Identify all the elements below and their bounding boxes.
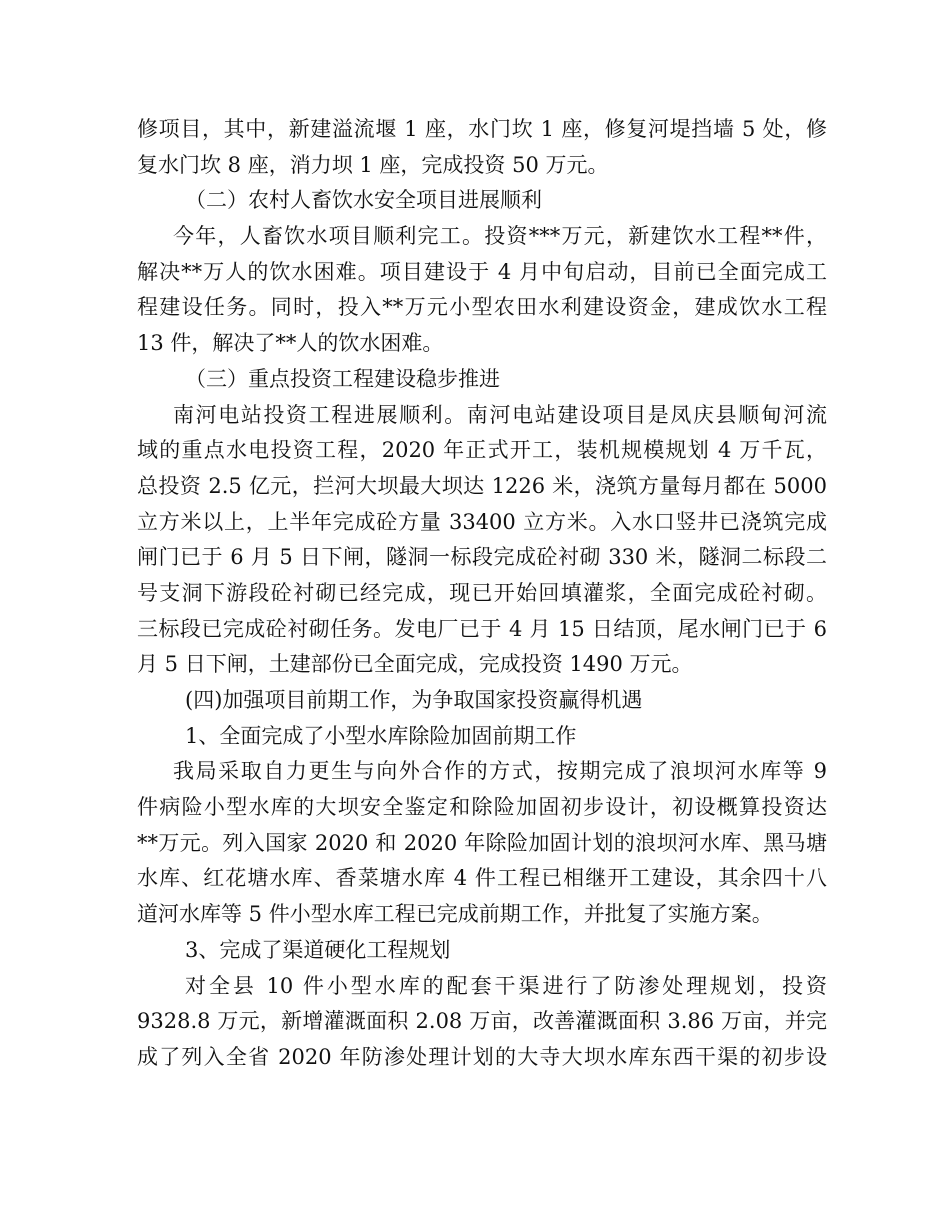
- document-body: [137, 112, 827, 1076]
- text-line: 今年，人畜饮水项目顺利完工。投资***万元，新建饮水工程**件，: [173, 224, 827, 249]
- text-line: 闸门已于 6 月 5 日下闸，隧洞一标段完成砼衬砌 330 米，隧洞二标段二: [137, 545, 827, 570]
- text-line: 月 5 日下闸，土建部份已全面完成，完成投资 1490 万元。: [137, 652, 693, 677]
- subsection-heading: 1、全面完成了小型水库除险加固前期工作: [185, 723, 577, 748]
- text-line: 道河水库等 5 件小型水库工程已完成前期工作，并批复了实施方案。: [137, 902, 773, 927]
- text-line: 解决**万人的饮水困难。项目建设于 4 月中旬启动，目前已全面完成工: [137, 259, 827, 284]
- section-heading: (四)加强项目前期工作，为争取国家投资赢得机遇: [185, 688, 643, 712]
- text-line: 复水门坎 8 座，消力坝 1 座，完成投资 50 万元。: [137, 152, 609, 177]
- section-heading: （二）农村人畜饮水安全项目进展顺利: [185, 188, 542, 213]
- text-line: 域的重点水电投资工程，2020 年正式开工，装机规模规划 4 万千瓦，: [137, 438, 827, 463]
- text-line: 立方米以上，上半年完成砼方量 33400 立方米。入水口竖井已浇筑完成: [137, 509, 827, 534]
- text-line: 总投资 2.5 亿元，拦河大坝最大坝达 1226 米，浇筑方量每月都在 5000: [137, 473, 827, 498]
- text-line: 号支洞下游段砼衬砌已经完成，现已开始回填灌浆，全面完成砼衬砌。: [137, 580, 827, 605]
- text-line: 三标段已完成砼衬砌任务。发电厂已于 4 月 15 日结顶，尾水闸门已于 6: [137, 616, 827, 641]
- section-heading: （三）重点投资工程建设稳步推进: [185, 366, 500, 391]
- text-line: 13 件，解决了**人的饮水困难。: [137, 331, 444, 356]
- text-line: 件病险小型水库的大坝安全鉴定和除险加固初步设计，初设概算投资达: [137, 795, 827, 820]
- text-line: 水库、红花塘水库、香菜塘水库 4 件工程已相继开工建设，其余四十八: [137, 866, 827, 891]
- text-line: 修项目，其中，新建溢流堰 1 座，水门坎 1 座，修复河堤挡墙 5 处，修: [137, 117, 827, 141]
- text-line: 程建设任务。同时，投入**万元小型农田水利建设资金，建成饮水工程: [137, 295, 827, 320]
- text-line: 成了列入全省 2020 年防渗处理计划的大寺大坝水库东西干渠的初步设: [137, 1044, 827, 1069]
- text-line: **万元。列入国家 2020 和 2020 年除险加固计划的浪坝河水库、黑马塘: [137, 830, 827, 855]
- text-line: 9328.8 万元，新增灌溉面积 2.08 万亩，改善灌溉面积 3.86 万亩，并完: [137, 1009, 827, 1034]
- text-line: 南河电站投资工程进展顺利。南河电站建设项目是凤庆县顺甸河流: [173, 402, 827, 427]
- text-line: 我局采取自力更生与向外合作的方式，按期完成了浪坝河水库等 9: [173, 759, 827, 784]
- text-line: 对全县 10 件小型水库的配套干渠进行了防渗处理规划，投资: [185, 973, 827, 998]
- subsection-heading: 3、完成了渠道硬化工程规划: [185, 937, 451, 962]
